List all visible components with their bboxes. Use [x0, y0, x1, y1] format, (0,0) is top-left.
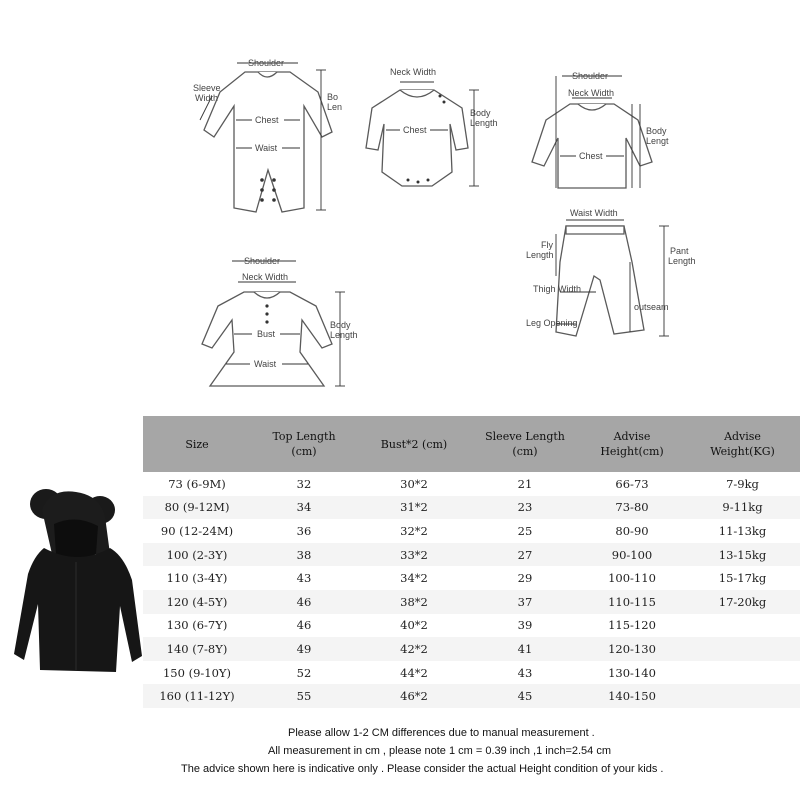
cell-bust: 40*2: [400, 618, 428, 633]
note-advice: The advice shown here is indicative only . Please consider the actual Height condition of your kids .: [181, 763, 664, 775]
table-row: [143, 684, 800, 708]
cell-top-length: 52: [296, 665, 312, 680]
romper-shoulder-label: Shoulder: [248, 58, 285, 68]
romper-length-label: Len: [327, 102, 343, 112]
pants-leg-label: Leg Opening: [526, 318, 578, 328]
cell-bust: 30*2: [400, 476, 428, 491]
cell-top-length: 49: [296, 641, 312, 656]
cell-advise-height: 100-110: [608, 571, 656, 586]
dress-diagram: [202, 256, 358, 386]
cell-sleeve-length: 21: [517, 476, 533, 491]
cell-advise-weight: 15-17kg: [718, 571, 767, 586]
dress-waist-label: Waist: [254, 359, 277, 369]
table-row: [143, 566, 800, 590]
table-header-row: [143, 416, 800, 472]
header-advise-weight: Advise Weight(KG): [710, 430, 775, 458]
pants-fly-length-label: Length: [526, 250, 554, 260]
pants-thigh-label: Thigh Width: [533, 284, 582, 294]
cell-sleeve-length: 25: [517, 523, 533, 538]
cell-advise-height: 120-130: [608, 641, 656, 656]
note-difference: Please allow 1-2 CM differences due to manual measurement .: [288, 727, 595, 739]
cell-top-length: 55: [296, 689, 312, 704]
cell-advise-weight: [685, 684, 800, 708]
pants-outseam-label: outseam: [634, 302, 669, 312]
cell-bust: 32*2: [400, 523, 428, 538]
cell-sleeve-length: 39: [517, 618, 533, 633]
romper-waist-label: Waist: [255, 143, 278, 153]
cell-advise-height: 130-140: [608, 665, 656, 680]
cell-size: 90 (12-24M): [160, 523, 234, 538]
dress-shoulder-label: Shoulder: [244, 256, 281, 266]
cell-top-length: 46: [296, 594, 312, 609]
table-row: [143, 614, 800, 638]
cell-size: 150 (9-10Y): [162, 665, 231, 680]
cell-bust: 46*2: [400, 689, 428, 704]
cell-advise-height: 66-73: [615, 476, 649, 491]
cell-advise-weight: 11-13kg: [718, 523, 767, 538]
cell-size: 73 (6-9M): [168, 476, 226, 491]
hoodie-product-image: [4, 474, 144, 686]
cell-advise-height: 115-120: [608, 618, 656, 633]
cell-sleeve-length: 43: [517, 665, 533, 680]
size-chart-table: [143, 416, 800, 708]
pants-diagram: [526, 208, 696, 336]
header-sleeve-length: Sleeve Length (cm): [485, 430, 565, 458]
bodysuit-neck-label: Neck Width: [390, 67, 437, 77]
notes: [0, 724, 800, 778]
dress-body-label: Body: [330, 320, 351, 330]
cell-advise-height: 110-115: [608, 594, 656, 609]
romper-sleeve-width-label: Width: [195, 93, 219, 103]
pants-waist-label: Waist Width: [570, 208, 618, 218]
table-row: [143, 496, 800, 520]
pants-fly-label: Fly: [541, 240, 553, 250]
bodysuit-chest-label: Chest: [403, 125, 427, 135]
header-size: Size: [185, 437, 209, 451]
dress-neck-label: Neck Width: [242, 272, 289, 282]
table-row: [143, 472, 800, 496]
cell-size: 140 (7-8Y): [166, 641, 228, 656]
cell-sleeve-length: 29: [517, 571, 533, 586]
romper-sleeve-label: Sleeve: [193, 83, 221, 93]
bodysuit-length-label: Length: [470, 118, 498, 128]
cell-bust: 34*2: [400, 571, 428, 586]
cell-top-length: 36: [296, 523, 312, 538]
dress-bust-label: Bust: [257, 329, 276, 339]
cell-advise-height: 90-100: [611, 547, 653, 562]
cell-sleeve-length: 37: [517, 594, 533, 609]
header-advise-height: Advise Height(cm): [600, 430, 664, 458]
cell-sleeve-length: 23: [517, 500, 533, 515]
bodysuit-body-label: Body: [470, 108, 491, 118]
cell-advise-weight: 13-15kg: [718, 547, 767, 562]
cell-top-length: 34: [296, 500, 312, 515]
cell-size: 120 (4-5Y): [166, 594, 228, 609]
cell-bust: 33*2: [400, 547, 428, 562]
cell-bust: 42*2: [400, 641, 428, 656]
cell-size: 100 (2-3Y): [166, 547, 228, 562]
top-diagram: [532, 71, 669, 188]
bodysuit-diagram: [366, 67, 498, 186]
cell-top-length: 32: [296, 476, 312, 491]
cell-advise-weight: [685, 614, 800, 638]
cell-advise-weight: 7-9kg: [726, 476, 759, 491]
pants-pant-label: Pant: [670, 246, 689, 256]
cell-advise-weight: [685, 661, 800, 685]
cell-sleeve-length: 41: [517, 641, 533, 656]
header-top-length: Top Length (cm): [272, 430, 336, 458]
top-neck-label: Neck Width: [568, 88, 615, 98]
cell-size: 130 (6-7Y): [166, 618, 228, 633]
cell-top-length: 46: [296, 618, 312, 633]
pants-pant-length-label: Length: [668, 256, 696, 266]
cell-advise-height: 140-150: [608, 689, 656, 704]
top-body-label: Body: [646, 126, 667, 136]
cell-size: 160 (11-12Y): [159, 689, 235, 704]
top-chest-label: Chest: [579, 151, 603, 161]
cell-sleeve-length: 45: [517, 689, 533, 704]
romper-body-label: Bo: [327, 92, 339, 102]
top-shoulder-label: Shoulder: [572, 71, 609, 81]
table-row: [143, 590, 800, 614]
table-row: [143, 661, 800, 685]
cell-advise-weight: 9-11kg: [722, 500, 763, 515]
cell-bust: 38*2: [400, 594, 428, 609]
note-units: All measurement in cm , please note 1 cm = 0.39 inch ,1 inch=2.54 cm: [268, 745, 612, 757]
header-bust: Bust*2 (cm): [380, 437, 448, 451]
top-length-label: Lengt: [646, 136, 669, 146]
cell-sleeve-length: 27: [517, 547, 533, 562]
cell-bust: 44*2: [400, 665, 428, 680]
cell-advise-height: 80-90: [615, 523, 649, 538]
romper-chest-label: Chest: [255, 115, 279, 125]
romper-diagram: [193, 58, 342, 212]
cell-advise-height: 73-80: [615, 500, 649, 515]
cell-top-length: 43: [296, 571, 312, 586]
cell-advise-weight: 17-20kg: [718, 594, 767, 609]
table-row: [143, 543, 800, 567]
dress-length-label: Length: [330, 330, 358, 340]
table-row: [143, 637, 800, 661]
cell-top-length: 38: [296, 547, 312, 562]
table-row: [143, 519, 800, 543]
cell-size: 80 (9-12M): [164, 500, 230, 515]
cell-advise-weight: [685, 637, 800, 661]
cell-bust: 31*2: [400, 500, 428, 515]
cell-size: 110 (3-4Y): [166, 571, 228, 586]
